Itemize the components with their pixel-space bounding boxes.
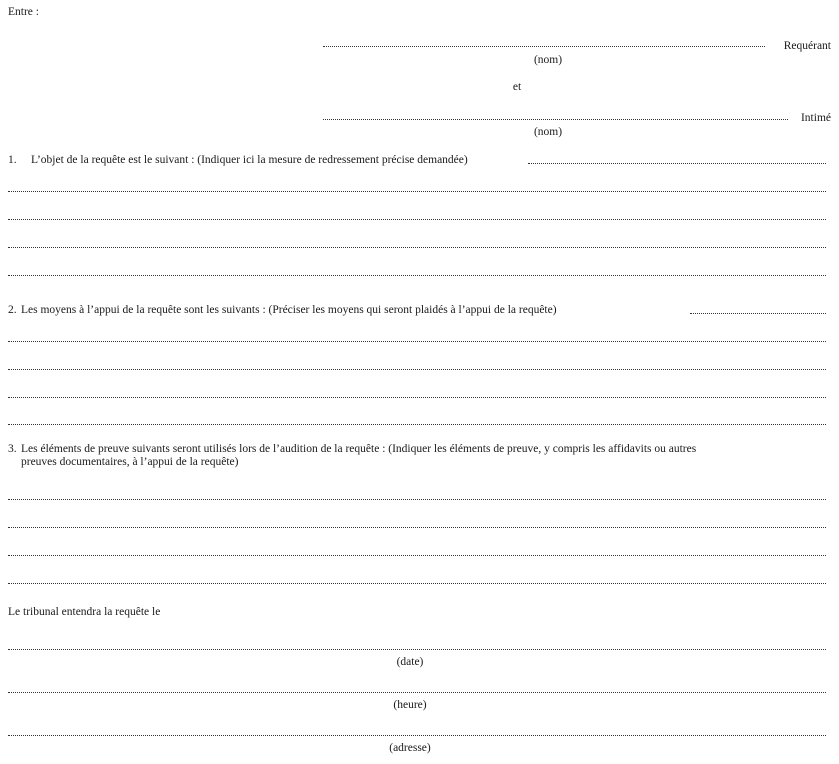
respondent-role-label: Intimé	[800, 112, 831, 124]
hearing-address-line[interactable]	[8, 735, 826, 736]
section-1-line[interactable]	[8, 191, 826, 192]
hearing-time-caption: (heure)	[393, 699, 427, 711]
respondent-name-line[interactable]	[323, 119, 788, 120]
section-1-text: L’objet de la requête est le suivant : (Indiquer ici la mesure de redressement précise demandée)	[31, 154, 468, 166]
section-2-number: 2.	[8, 304, 17, 316]
hearing-date-caption: (date)	[396, 656, 424, 668]
section-2-line[interactable]	[8, 369, 826, 370]
section-2-line[interactable]	[690, 313, 826, 314]
section-3-line[interactable]	[8, 499, 826, 500]
entre-label: Entre :	[8, 6, 39, 18]
applicant-name-line[interactable]	[323, 46, 765, 47]
section-1-line[interactable]	[8, 247, 826, 248]
respondent-name-caption: (nom)	[533, 126, 563, 138]
applicant-name-caption: (nom)	[533, 54, 563, 66]
section-3-line[interactable]	[8, 583, 826, 584]
hearing-date-line[interactable]	[8, 649, 826, 650]
section-3-text-line2: preuves documentaires, à l’appui de la requête)	[21, 456, 239, 468]
section-3-line[interactable]	[8, 527, 826, 528]
section-2-text: Les moyens à l’appui de la requête sont les suivants : (Préciser les moyens qui seront plaidés à l’appui de la requête)	[21, 304, 557, 316]
section-2-line[interactable]	[8, 424, 826, 425]
hearing-address-caption: (adresse)	[389, 742, 431, 754]
section-1-line[interactable]	[528, 163, 826, 164]
section-3-text-line1: Les éléments de preuve suivants seront utilisés lors de l’audition de la requête : (Indiquer les éléments de preuve, y compris les affidavits ou autres	[21, 443, 697, 455]
conjunction-label: et	[512, 81, 522, 93]
hearing-time-line[interactable]	[8, 692, 826, 693]
section-3-line[interactable]	[8, 555, 826, 556]
section-3-number: 3.	[8, 443, 17, 455]
section-1-number: 1.	[8, 154, 17, 166]
applicant-role-label: Requérant	[783, 40, 831, 52]
section-2-line[interactable]	[8, 397, 826, 398]
section-1-line[interactable]	[8, 219, 826, 220]
hearing-intro: Le tribunal entendra la requête le	[8, 606, 161, 618]
section-1-line[interactable]	[8, 275, 826, 276]
section-2-line[interactable]	[8, 341, 826, 342]
